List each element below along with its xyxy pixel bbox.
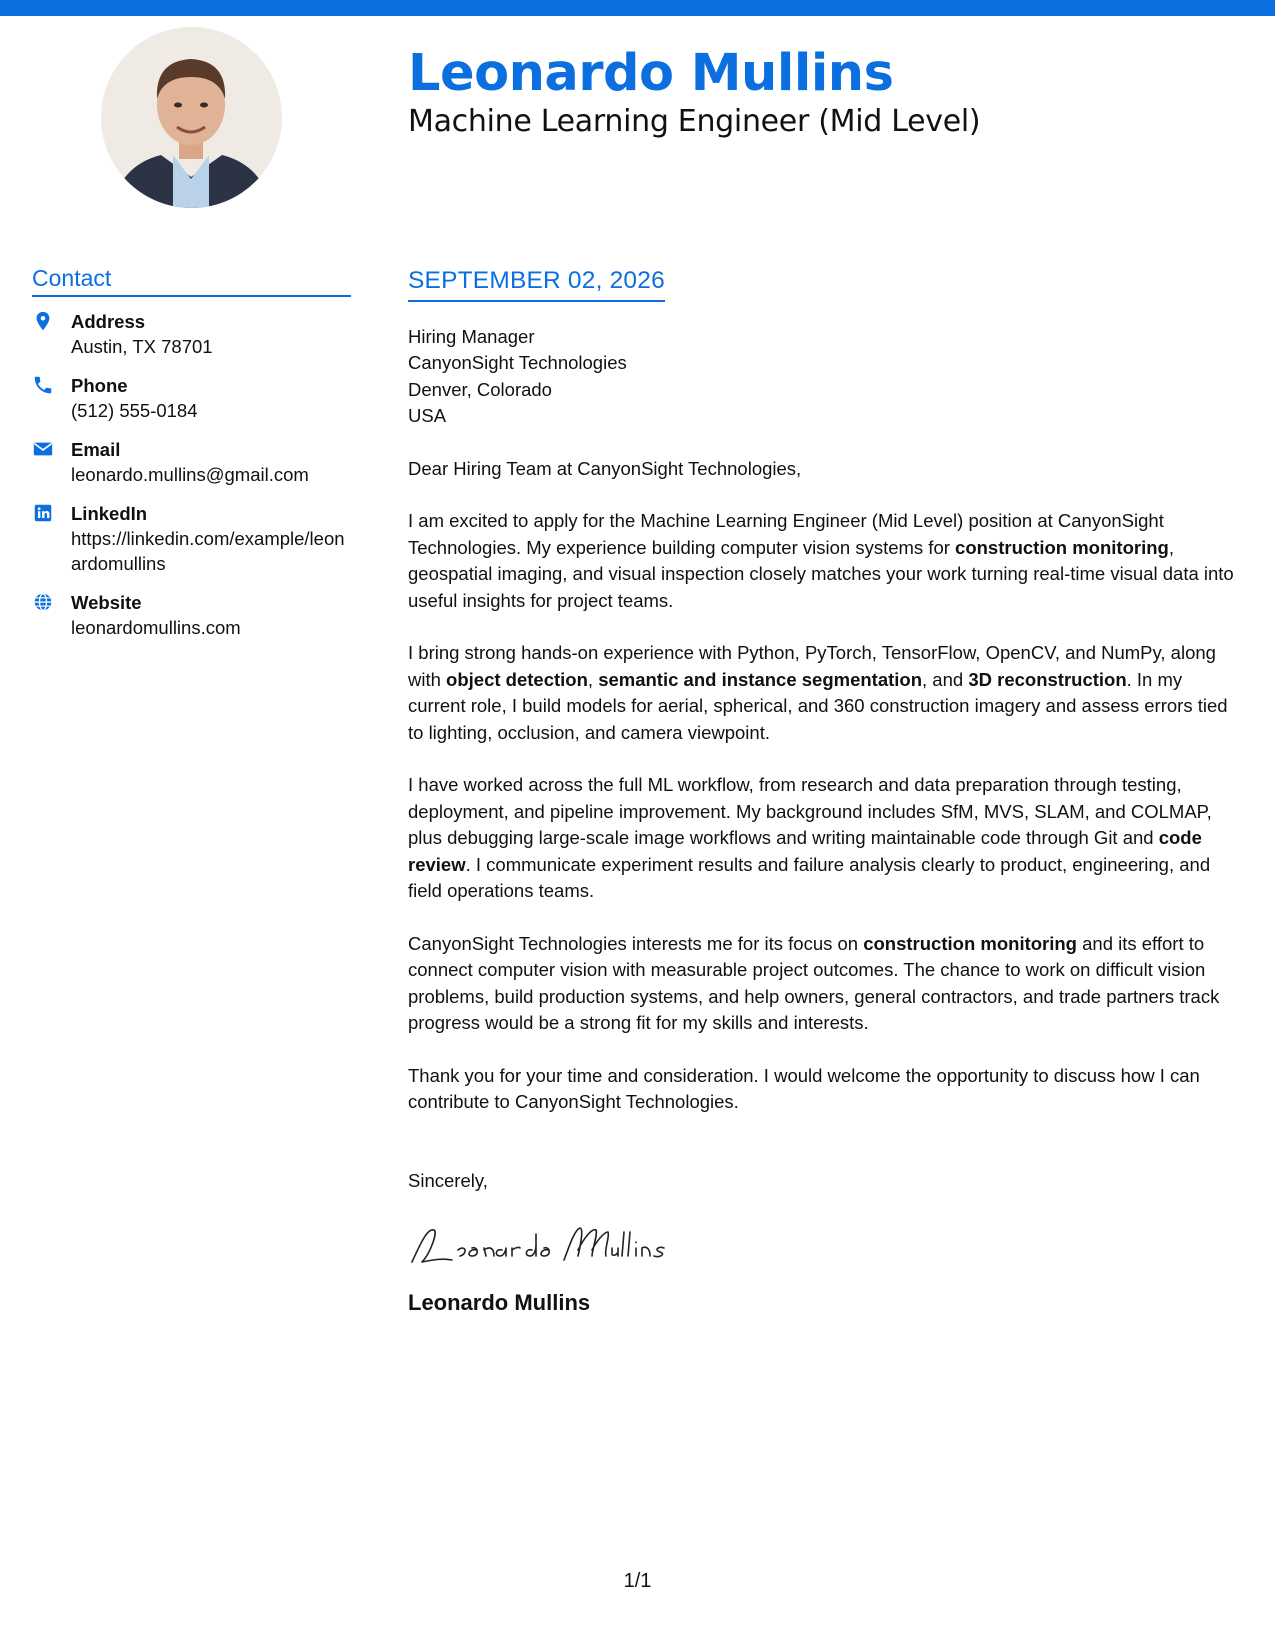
paragraph-text: I bring strong hands-on experience with Python, PyTorch, TensorFlow, OpenCV, and NumPy, along with: [408, 642, 1216, 690]
letter-paragraph: [408, 640, 1238, 746]
globe-icon: [32, 591, 56, 615]
letter-paragraph: [408, 1063, 1238, 1116]
recipient-line: CanyonSight Technologies: [408, 352, 627, 373]
letter-date: SEPTEMBER 02, 2026: [408, 268, 665, 302]
linkedin-icon: [32, 502, 56, 526]
paragraph-text: CanyonSight Technologies interests me for its focus on: [408, 932, 864, 954]
phone-value: (512) 555-0184: [71, 400, 198, 421]
contact-sidebar: [32, 265, 351, 654]
paragraph-text: . I communicate experiment results and failure analysis clearly to product, engineering, and field operations teams.: [408, 853, 1211, 901]
paragraph-text: ,: [587, 668, 599, 690]
profile-photo: [101, 27, 282, 208]
map-pin-icon: [32, 310, 56, 334]
contact-item-phone: [32, 373, 351, 423]
recipient-line: USA: [408, 405, 447, 426]
paragraph-text: Thank you for your time and consideration. I would welcome the opportunity to discuss how I can contribute to CanyonSight Technologies.: [408, 1064, 1200, 1112]
address-value: Austin, TX 78701: [71, 336, 213, 357]
closing: Sincerely,: [408, 1169, 488, 1191]
contact-label: Email: [71, 439, 121, 460]
emphasis-text: 3D reconstruction: [968, 668, 1127, 690]
recipient-line: Hiring Manager: [408, 325, 535, 347]
contact-label: Address: [71, 311, 146, 332]
paragraph-text: , and: [922, 668, 969, 690]
contact-list: [32, 309, 351, 640]
contact-item-linkedin: [32, 501, 351, 576]
emphasis-text: object detection: [446, 668, 588, 690]
emphasis-text: semantic and instance segmentation: [598, 668, 923, 690]
contact-item-website: [32, 590, 351, 640]
contact-label: Website: [71, 592, 142, 613]
paragraph-text: I have worked across the full ML workflow, from research and data preparation through testing, deployment, and pipeline improvement. My background includes SfM, MVS, SLAM, and COLMAP, plus debugging large-scale image workflows and writing maintainable code through Git and: [408, 774, 1212, 848]
letter-paragraph: [408, 508, 1238, 614]
email-link[interactable]: leonardo.mullins@gmail.com: [71, 464, 309, 485]
paragraph-text: I am excited to apply for the Machine Learning Engineer (Mid Level) position at CanyonSight Technologies. My experience building computer vision systems for: [408, 510, 1164, 558]
paragraph-text: , geospatial imaging, and visual inspection closely matches your work turning real-time visual data into useful insights for project teams.: [408, 536, 1234, 611]
contact-item-address: [32, 309, 351, 359]
letter-body: [408, 268, 1238, 1317]
page-number: 1/1: [623, 1570, 652, 1592]
job-title: Machine Learning Engineer (Mid Level): [408, 104, 981, 139]
paragraph-text: . In my current role, I build models for aerial, spherical, and 360 construction imagery and assess errors tied to lighting, occlusion, and camera viewpoint.: [408, 668, 1228, 743]
salutation: Dear Hiring Team at CanyonSight Technologies,: [408, 457, 802, 479]
website-link[interactable]: leonardomullins.com: [71, 617, 241, 638]
recipient-line: Denver, Colorado: [408, 378, 552, 400]
contact-label: Phone: [71, 375, 128, 396]
signature: [408, 1220, 1238, 1272]
letter-paragraph: [408, 772, 1238, 905]
signer-name: Leonardo Mullins: [408, 1290, 591, 1315]
emphasis-text: code review: [408, 827, 1202, 875]
phone-icon: [32, 374, 56, 398]
top-accent-bar: [0, 0, 1275, 16]
recipient-block: [408, 324, 1238, 430]
emphasis-text: construction monitoring: [863, 932, 1077, 954]
applicant-name: Leonardo Mullins: [408, 44, 894, 103]
contact-label: LinkedIn: [71, 503, 148, 524]
linkedin-link[interactable]: https://linkedin.com/example/leonardomullins: [71, 528, 345, 574]
paragraph-text: and its effort to connect computer vision with measurable project outcomes. The chance to work on difficult vision problems, build production systems, and help owners, general contractors, and trade partners track progress would be a strong fit for my skills and interests.: [408, 932, 1220, 1033]
contact-item-email: [32, 437, 351, 487]
contact-heading: Contact: [32, 265, 351, 297]
emphasis-text: construction monitoring: [955, 536, 1169, 558]
letter-paragraph: [408, 931, 1238, 1037]
email-icon: [32, 438, 56, 462]
